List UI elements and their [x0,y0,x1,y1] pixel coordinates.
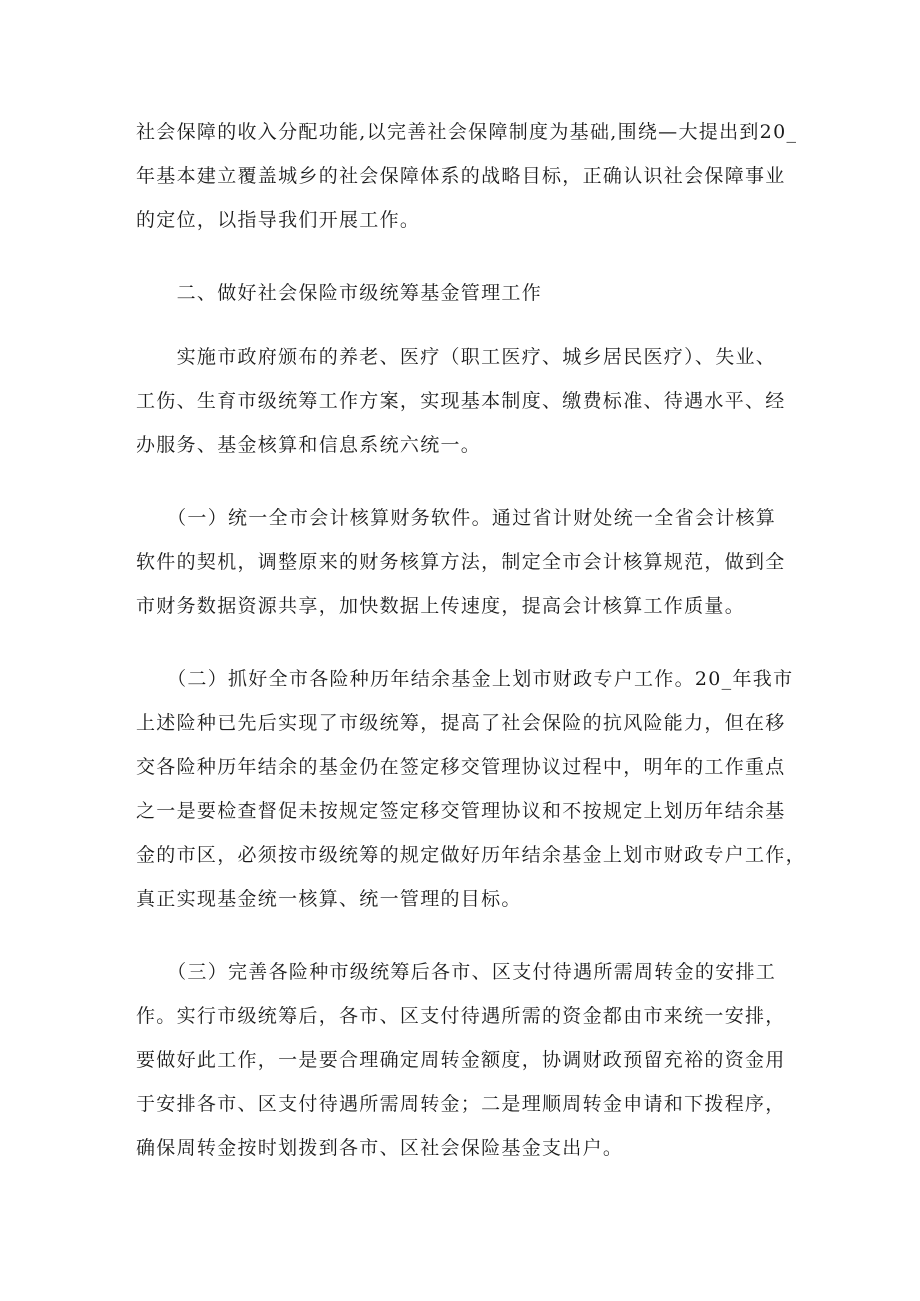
paragraph-item-2 [136,657,806,921]
text-line: 金的市区，必须按市级统筹的规定做好历年结余基金上划市财政专户工作， [136,844,806,866]
text-line: 作。实行市级统筹后，各市、区支付待遇所需的资金都由市来统一安排， [136,1005,786,1027]
text-line: 办服务、基金核算和信息系统六统一。 [136,434,482,456]
paragraph-item-1 [136,496,786,628]
text-line: 真正实现基金统一核算、统一管理的目标。 [136,888,522,910]
heading-line: 二、做好社会保险市级统筹基金管理工作 [136,282,543,304]
text-line: 确保周转金按时划拨到各市、区社会保险基金支出户。 [136,1137,624,1159]
text-line: 工伤、生育市级统筹工作方案，实现基本制度、缴费标准、待遇水平、经 [136,390,786,412]
section-heading [136,271,786,315]
text-line: 交各险种历年结余的基金仍在签定移交管理协议过程中，明年的工作重点 [136,756,786,778]
text-line: 实施市政府颁布的养老、医疗（职工医疗、城乡居民医疗）、失业、 [136,346,777,368]
text-line: 年基本建立覆盖城乡的社会保障体系的战略目标，正确认识社会保障事业 [136,165,786,187]
text-line: 社会保障的收入分配功能,以完善社会保障制度为基础,围绕—大提出到20_ [136,121,798,143]
text-line: （三）完善各险种市级统筹后各市、区支付待遇所需周转金的安排工 [136,961,777,983]
paragraph-intro [136,110,798,242]
text-line: （一）统一全市会计核算财务软件。通过省计财处统一全省会计核算 [136,507,777,529]
paragraph-implementation [136,335,786,467]
text-line: 于安排各市、区支付待遇所需周转金；二是理顺周转金申请和下拨程序， [136,1093,786,1115]
text-line: 之一是要检查督促未按规定签定移交管理协议和不按规定上划历年结余基 [136,800,786,822]
text-line: 要做好此工作，一是要合理确定周转金额度，协调财政预留充裕的资金用 [136,1049,786,1071]
text-line: 的定位，以指导我们开展工作。 [136,209,421,231]
text-line: 上述险种已先后实现了市级统筹，提高了社会保险的抗风险能力，但在移 [136,712,786,734]
text-line: 市财务数据资源共享，加快数据上传速度，提高会计核算工作质量。 [136,595,746,617]
text-line: 软件的契机，调整原来的财务核算方法，制定全市会计核算规范，做到全 [136,551,786,573]
paragraph-item-3 [136,950,786,1170]
text-line: （二）抓好全市各险种历年结余基金上划市财政专户工作。20_年我市 [136,668,794,690]
